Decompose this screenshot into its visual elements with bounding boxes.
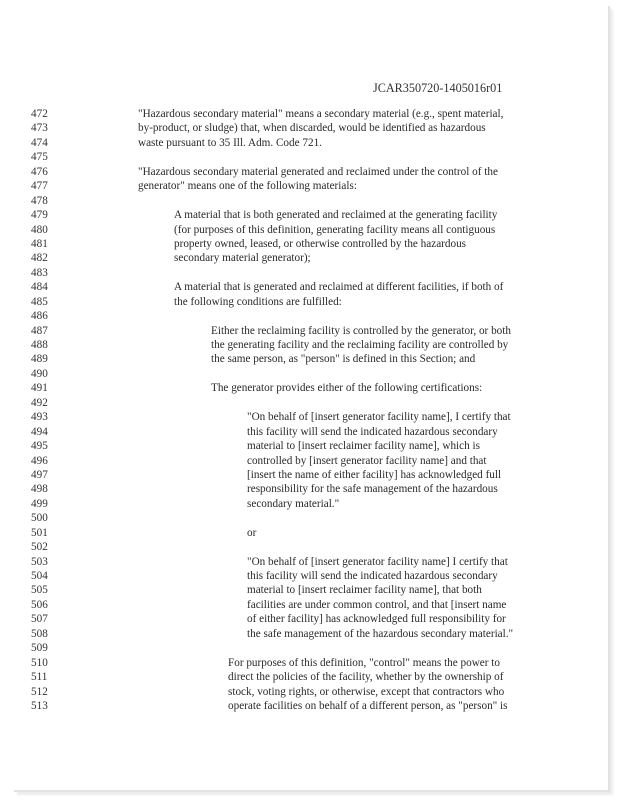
document-line xyxy=(12,555,608,569)
line-text: property owned, leased, or otherwise controlled by the hazardous xyxy=(174,237,467,250)
document-line xyxy=(12,569,608,583)
line-text: this facility will send the indicated hazardous secondary xyxy=(247,425,498,438)
line-number: 507 xyxy=(31,613,48,626)
document-line xyxy=(12,194,608,208)
line-number: 477 xyxy=(31,180,48,193)
document-line xyxy=(12,367,608,381)
document-line xyxy=(12,468,608,482)
document-line xyxy=(12,396,608,410)
line-number: 473 xyxy=(31,122,48,135)
document-line xyxy=(12,540,608,554)
line-number: 490 xyxy=(31,367,48,380)
document-line xyxy=(12,497,608,511)
document-line xyxy=(12,511,608,525)
line-number: 499 xyxy=(31,497,48,510)
line-text: "On behalf of [insert generator facility name] I certify that xyxy=(247,555,508,568)
line-number: 494 xyxy=(31,425,48,438)
line-text: of either facility] has acknowledged full responsibility for xyxy=(247,613,506,626)
line-number: 480 xyxy=(31,223,48,236)
line-number: 495 xyxy=(31,440,48,453)
line-number: 483 xyxy=(31,266,48,279)
line-number: 486 xyxy=(31,310,48,323)
document-line xyxy=(12,121,608,135)
line-number: 508 xyxy=(31,627,48,640)
line-number: 476 xyxy=(31,165,48,178)
line-text: responsibility for the safe management of the hazardous xyxy=(247,483,498,496)
line-text: The generator provides either of the following certifications: xyxy=(211,382,483,395)
document-line xyxy=(12,612,608,626)
line-text: this facility will send the indicated hazardous secondary xyxy=(247,570,498,582)
line-text: or xyxy=(247,526,257,539)
document-line xyxy=(12,598,608,612)
line-text: A material that is generated and reclaimed at different facilities, if both of xyxy=(174,281,504,294)
line-number: 498 xyxy=(31,483,48,496)
line-number: 511 xyxy=(31,671,48,684)
document-header-id: JCAR350720-1405016r01 xyxy=(373,81,503,95)
line-text: by-product, or sludge) that, when discarded, would be identified as hazardous xyxy=(138,122,486,135)
line-number: 496 xyxy=(31,454,48,467)
document-line xyxy=(12,627,608,641)
line-text: the safe management of the hazardous secondary material." xyxy=(247,627,514,640)
line-number: 489 xyxy=(31,353,48,366)
document-line xyxy=(12,439,608,453)
document-line xyxy=(12,482,608,496)
document-line xyxy=(12,583,608,597)
line-number: 501 xyxy=(31,526,48,539)
document-line xyxy=(12,251,608,265)
line-number: 482 xyxy=(31,252,48,265)
document-line xyxy=(12,295,608,309)
line-number: 485 xyxy=(31,295,48,308)
line-text: "Hazardous secondary material generated and reclaimed under the control of the xyxy=(138,165,498,178)
document-line xyxy=(12,699,608,713)
document-line xyxy=(12,324,608,338)
line-text: generator" means one of the following materials: xyxy=(138,180,357,193)
document-line xyxy=(12,150,608,164)
line-number: 474 xyxy=(31,136,48,149)
line-text: Either the reclaiming facility is controlled by the generator, or both xyxy=(211,324,511,337)
document-line xyxy=(12,656,608,670)
line-text: facilities are under common control, and that [insert name xyxy=(247,598,507,611)
line-text: waste pursuant to 35 Ill. Adm. Code 721. xyxy=(138,136,322,149)
line-number: 484 xyxy=(31,281,48,294)
document-line xyxy=(12,136,608,150)
line-number: 505 xyxy=(31,584,48,597)
line-text: the generating facility and the reclaiming facility are controlled by xyxy=(211,339,509,351)
line-text: material to [insert reclaimer facility name], that both xyxy=(247,584,482,597)
line-text: For purposes of this definition, "control" means the power to xyxy=(228,656,500,669)
document-line xyxy=(12,381,608,395)
document-line xyxy=(12,208,608,222)
line-number: 488 xyxy=(31,339,48,351)
line-number: 506 xyxy=(31,598,48,611)
line-number: 504 xyxy=(31,570,48,582)
line-number: 497 xyxy=(31,468,48,481)
document-line xyxy=(12,454,608,468)
line-number: 500 xyxy=(31,512,48,525)
document-line xyxy=(12,280,608,294)
document-line xyxy=(12,670,608,684)
line-text: the same person, as "person" is defined in this Section; and xyxy=(211,353,476,366)
document-line xyxy=(12,107,608,121)
document-page xyxy=(12,4,608,790)
document-line xyxy=(12,309,608,323)
line-number: 509 xyxy=(31,642,48,655)
document-line xyxy=(12,179,608,193)
line-number: 492 xyxy=(31,396,48,409)
document-line xyxy=(12,338,608,352)
line-text: direct the policies of the facility, whether by the ownership of xyxy=(228,671,504,684)
line-text: (for purposes of this definition, generating facility means all contiguous xyxy=(174,223,496,236)
line-number: 481 xyxy=(31,237,48,250)
line-number: 512 xyxy=(31,685,48,698)
line-text: the following conditions are fulfilled: xyxy=(174,295,342,308)
document-line xyxy=(12,526,608,540)
line-text: "Hazardous secondary material" means a secondary material (e.g., spent material, xyxy=(138,108,504,120)
line-number: 475 xyxy=(31,151,48,164)
document-line xyxy=(12,685,608,699)
line-text: stock, voting rights, or otherwise, except that contractors who xyxy=(228,685,505,698)
line-number: 478 xyxy=(31,194,48,207)
line-number: 487 xyxy=(31,324,48,337)
document-line xyxy=(12,425,608,439)
line-number: 479 xyxy=(31,209,48,222)
line-number: 503 xyxy=(31,555,48,568)
line-text: material to [insert reclaimer facility name], which is xyxy=(247,440,480,453)
document-line xyxy=(12,641,608,655)
line-number: 491 xyxy=(31,382,48,395)
line-text: operate facilities on behalf of a different person, as "person" is xyxy=(228,699,508,712)
line-text: secondary material." xyxy=(247,497,340,510)
line-text: A material that is both generated and reclaimed at the generating facility xyxy=(174,209,498,222)
line-text: controlled by [insert generator facility name] and that xyxy=(247,454,487,467)
document-line xyxy=(12,410,608,424)
line-number: 472 xyxy=(31,108,48,120)
document-line xyxy=(12,266,608,280)
document-line xyxy=(12,223,608,237)
document-line xyxy=(12,237,608,251)
line-text: [insert the name of either facility] has acknowledged full xyxy=(247,468,502,481)
document-line xyxy=(12,352,608,366)
document-line xyxy=(12,165,608,179)
line-number: 493 xyxy=(31,411,48,424)
line-text: "On behalf of [insert generator facility name], I certify that xyxy=(247,411,511,424)
line-number: 513 xyxy=(31,699,48,712)
line-number: 510 xyxy=(31,656,48,669)
line-text: secondary material generator); xyxy=(174,252,311,265)
numbered-lines xyxy=(12,107,608,713)
line-number: 502 xyxy=(31,541,48,554)
